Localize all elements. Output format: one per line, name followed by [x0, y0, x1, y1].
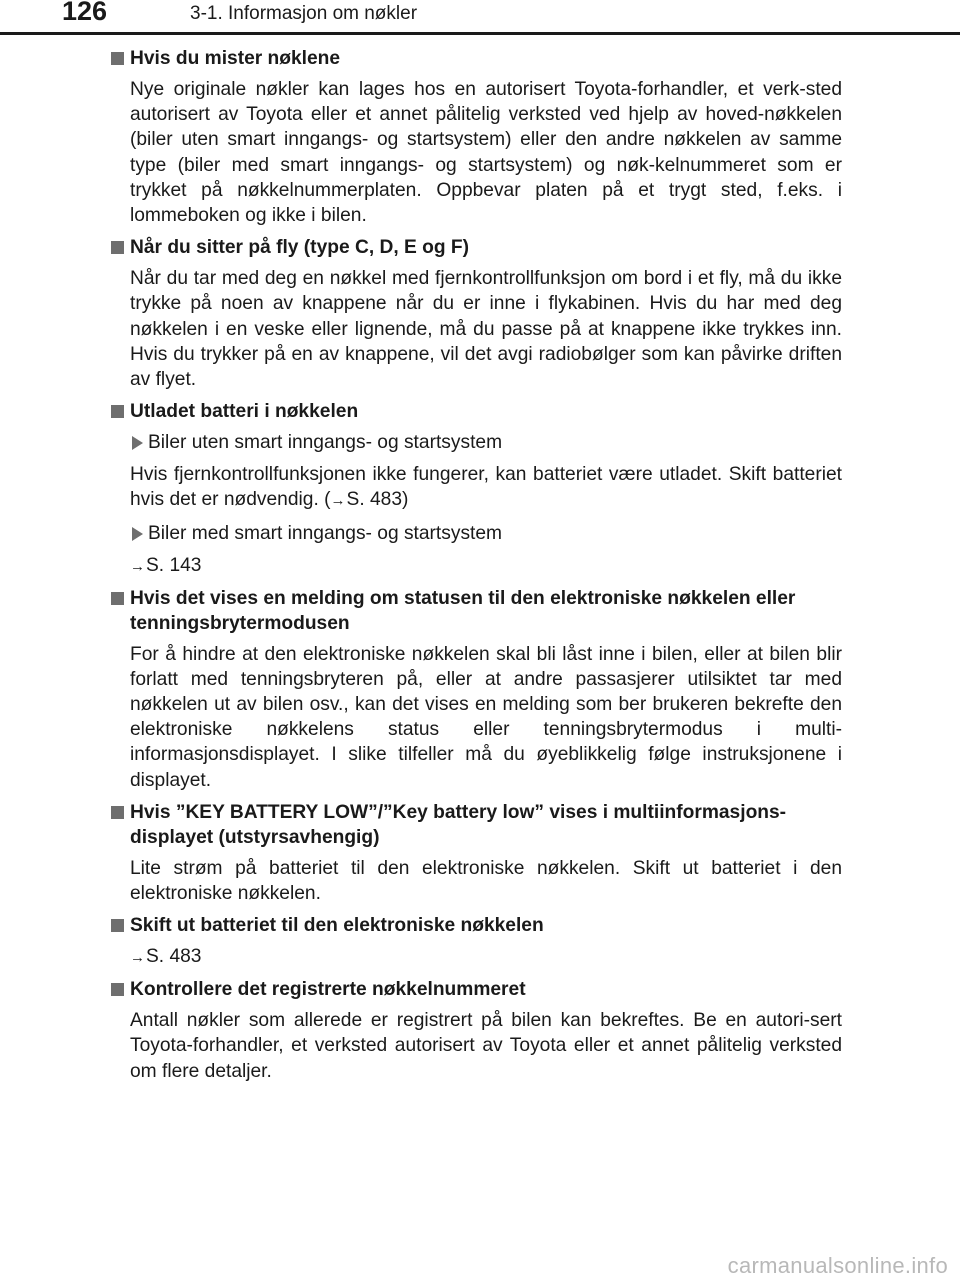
page-reference-link[interactable]: S. 483: [146, 946, 202, 968]
section-paragraph: Nye originale nøkler kan lages hos en autorisert Toyota-forhandler, et verk-sted autorisert av Toyota eller et annet pålitelig verksted ved hjelp av hoved-nøkkelen (biler uten smart inngangs- og startsystem) eller den andre nøkkelen av samme type (biler med smart inngangs- og startsystem) og nøk-kelnummeret som er trykket på nøkkelnummerplaten. Oppbevar platen på et trygt sted, f.eks. i lommeboken og ikke i bilen.: [130, 79, 842, 227]
section-discharged-battery: [0, 399, 960, 578]
arrow-right-icon: →: [130, 949, 145, 967]
section-paragraph: Hvis fjernkontrollfunksjonen ikke fungerer, kan batteriet være utladet. Skift batteriet hvis det er nødvendig. (→S. 483): [0, 462, 960, 513]
page-reference-link[interactable]: S. 143: [146, 554, 202, 576]
square-bullet-icon: [111, 592, 124, 605]
header-rule: [0, 32, 960, 35]
section-replace-battery: [0, 913, 960, 970]
section-heading: Hvis du mister nøklene: [0, 46, 960, 71]
section-heading: Når du sitter på fly (type C, D, E og F): [0, 235, 960, 260]
section-lost-keys: [0, 46, 960, 228]
section-on-airplane: [0, 235, 960, 392]
square-bullet-icon: [111, 52, 124, 65]
page-reference: [0, 944, 960, 970]
subheading-with-smart-system: Biler med smart inngangs- og startsystem: [0, 521, 960, 546]
triangle-bullet-icon: [132, 527, 143, 541]
section-heading: Kontrollere det registrerte nøkkelnummeret: [0, 977, 960, 1002]
chapter-title: 3-1. Informasjon om nøkler: [190, 3, 418, 24]
page-reference: [0, 553, 960, 579]
square-bullet-icon: [111, 405, 124, 418]
page-reference-link[interactable]: S. 483: [346, 489, 402, 511]
section-paragraph: Lite strøm på batteriet til den elektroniske nøkkelen. Skift ut batteriet i den elektroniske nøkkelen.: [130, 857, 842, 905]
square-bullet-icon: [111, 806, 124, 819]
page-header: [0, 0, 960, 36]
section-heading: Hvis det vises en melding om statusen til den elektroniske nøkkelen eller tenningsbrytermodusen: [0, 586, 960, 636]
square-bullet-icon: [111, 241, 124, 254]
watermark: carmanualsonline.info: [727, 1253, 948, 1278]
section-paragraph: Når du tar med deg en nøkkel med fjernkontrollfunksjon om bord i et fly, må du ikke trykke på noen av knappene når du er inne i flykabinen. Hvis du har med deg nøkkelen i en veske eller lignende, må du passe på at knappene ikke trykkes inn. Hvis du trykker på en av knappene, vil det avgi radiobølger som kan påvirke driften av flyet.: [130, 268, 842, 391]
square-bullet-icon: [111, 983, 124, 996]
section-paragraph: For å hindre at den elektroniske nøkkelen skal bli låst inne i bilen, eller at bilen blir forlatt med tenningsbryteren på, eller at andre passasjerer utilsiktet tar med nøkkelen ut av bilen osv., kan det vises en melding som ber brukeren bekrefte den elektroniske nøkkelens status eller tenningsbrytermodus i multi-informasjonsdisplayet. I slike tilfeller må du øyeblikkelig følge instruksjonene i displayet.: [130, 643, 842, 791]
section-paragraph: Antall nøkler som allerede er registrert på bilen kan bekreftes. Be en autori-sert Toyota-forhandler, et verksted autorisert av Toyota eller et annet pålitelig verksted om flere detaljer.: [130, 1010, 842, 1082]
section-heading: Skift ut batteriet til den elektroniske nøkkelen: [0, 913, 960, 938]
section-status-message: [0, 586, 960, 793]
page-number: 126: [62, 0, 108, 26]
arrow-right-icon: →: [330, 492, 346, 510]
section-key-battery-low: [0, 800, 960, 906]
section-check-key-number: [0, 977, 960, 1084]
arrow-right-icon: →: [130, 557, 145, 575]
page-content: [0, 46, 960, 1091]
subheading-without-smart-system: Biler uten smart inngangs- og startsystem: [0, 430, 960, 455]
triangle-bullet-icon: [132, 436, 143, 450]
section-heading: Hvis ”KEY BATTERY LOW”/”Key battery low” vises i multiinformasjons-displayet (utstyrsavhengig): [0, 800, 960, 850]
square-bullet-icon: [111, 919, 124, 932]
section-heading: Utladet batteri i nøkkelen: [0, 399, 960, 424]
